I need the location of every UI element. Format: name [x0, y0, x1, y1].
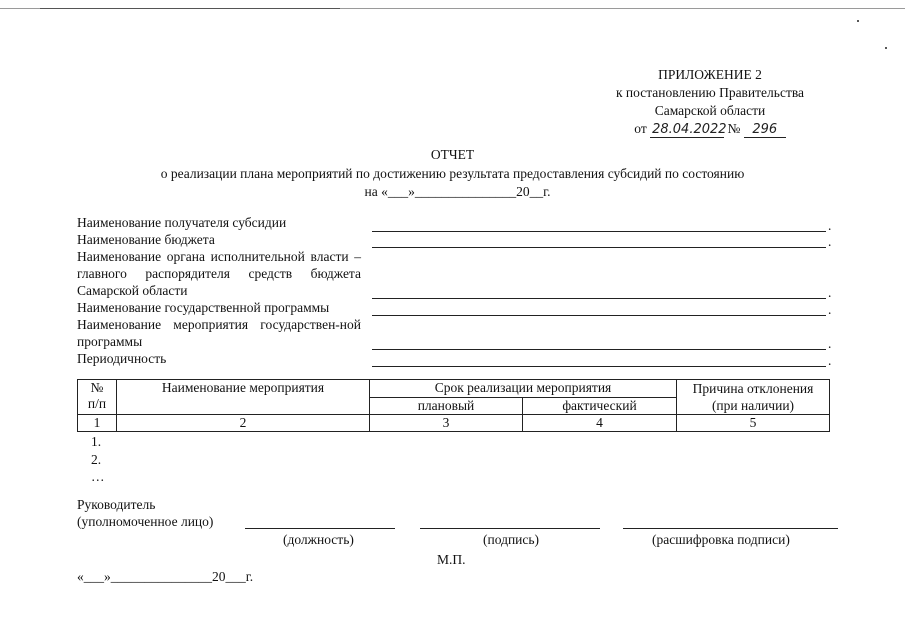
list-item: … [91, 469, 105, 484]
column-number-cell: 1 [78, 415, 117, 432]
signature-date-line: «___»_______________20___г. [77, 569, 254, 584]
events-table [77, 379, 830, 432]
appendix-number-label: № [727, 121, 741, 136]
field-label-periodicity: Периодичность [77, 351, 167, 366]
signature-head: Руководитель [77, 497, 156, 512]
signature-line-position [245, 528, 395, 529]
field-label-recipient: Наименование получателя субсидии [77, 215, 287, 230]
header-actual: фактический [523, 397, 677, 415]
header-term: Срок реализации мероприятия [370, 380, 677, 398]
appendix-date: 28.04.2022 [652, 122, 727, 137]
list-item: 1. [91, 434, 102, 449]
scan-speck [885, 47, 887, 49]
appendix-number: 296 [744, 123, 786, 138]
field-end-dot: . [828, 218, 832, 233]
field-end-dot: . [828, 234, 832, 249]
column-number-cell: 5 [677, 415, 830, 432]
page-top-border-dark [40, 8, 340, 9]
field-end-dot: . [828, 302, 832, 317]
field-label-program: Наименование государственной программы [77, 300, 330, 315]
field-line-recipient [372, 231, 826, 232]
report-subtitle: о реализации плана мероприятий по достижению результата предоставления субсидий по состоянию [160, 166, 745, 181]
stamp-place: М.П. [437, 552, 466, 567]
list-item: 2. [91, 452, 102, 467]
appendix-date-number [590, 120, 830, 138]
column-number-cell: 2 [117, 415, 370, 432]
signature-decode-caption: (расшифровка подписи) [652, 532, 790, 547]
header-planned: плановый [370, 397, 523, 415]
appendix-title: ПРИЛОЖЕНИЕ 2 [658, 67, 762, 82]
column-number-cell: 3 [370, 415, 523, 432]
appendix-block [590, 66, 830, 138]
field-end-dot: . [828, 353, 832, 368]
appendix-region: Самарской области [654, 103, 766, 118]
signature-line-decode [623, 528, 838, 529]
header-event-name: Наименование мероприятия [117, 380, 370, 415]
appendix-from-label: от [634, 121, 647, 136]
field-line-authority [372, 298, 826, 299]
field-end-dot: . [828, 336, 832, 351]
scan-speck [857, 20, 859, 22]
field-label-authority: Наименование органа исполнительной власти – главного распорядителя средств бюджета Самарской области [77, 249, 361, 298]
field-line-periodicity [372, 366, 826, 367]
signature-sign-caption: (подпись) [483, 532, 540, 547]
column-number-cell: 4 [523, 415, 677, 432]
field-label-event: Наименование мероприятия государствен-ной программы [77, 317, 361, 349]
appendix-resolution: к постановлению Правительства [615, 85, 805, 100]
field-line-event [372, 349, 826, 350]
field-label-budget: Наименование бюджета [77, 232, 215, 247]
header-reason: Причина отклонения (при наличии) [677, 380, 830, 415]
field-line-budget [372, 247, 826, 248]
field-line-program [372, 315, 826, 316]
field-end-dot: . [828, 285, 832, 300]
signature-line-sign [420, 528, 600, 529]
signature-position-caption: (должность) [283, 532, 354, 547]
report-heading: ОТЧЕТ [430, 147, 475, 162]
header-number: № п/п [78, 380, 117, 415]
signature-authorized: (уполномоченное лицо) [77, 514, 214, 529]
report-date-line: на «___»_______________20__г. [364, 184, 551, 199]
